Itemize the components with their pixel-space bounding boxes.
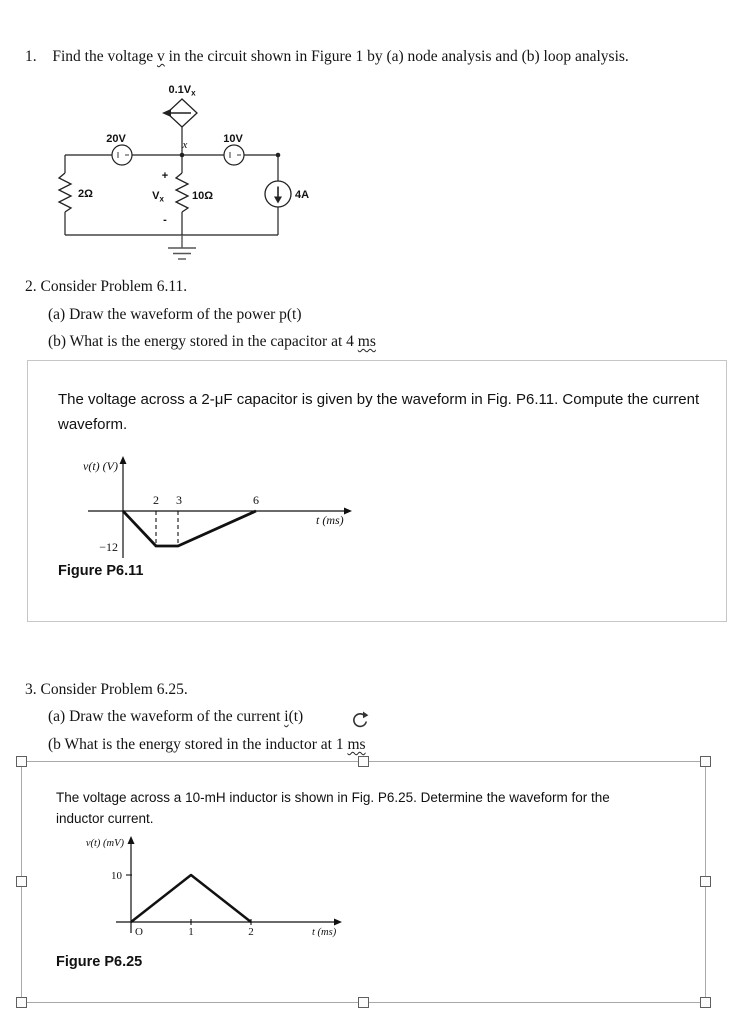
- p625-yaxis-label: v(t) (mV): [85, 838, 124, 849]
- p611-axes: [88, 461, 346, 558]
- p611-tick-2: 2: [153, 493, 159, 507]
- voltage-source-10v-label: 10V: [223, 133, 243, 145]
- p625-waveform: [131, 875, 251, 922]
- p611-dashed-guides: [156, 511, 178, 546]
- p611-yaxis-arrow: [120, 456, 127, 464]
- p611-xaxis-label: t (ms): [316, 513, 344, 527]
- figure-p625-chart: [60, 832, 400, 944]
- right-node-dot: [276, 153, 281, 158]
- p625-tick-2: 2: [248, 926, 254, 938]
- p611-tick-3: 3: [176, 493, 182, 507]
- selection-handle-middle-left[interactable]: [16, 876, 27, 887]
- problem-3-part-b-text: (b What is the energy stored in the inductor at 1: [48, 736, 348, 753]
- p611-waveform: [123, 511, 256, 546]
- selection-handle-top-left[interactable]: [16, 756, 27, 767]
- figure-p625-caption: Figure P6.25: [56, 954, 143, 970]
- vx-label: $V_x$: [152, 190, 164, 204]
- figure-p625-image[interactable]: [21, 761, 706, 1003]
- current-source-4a-icon: [265, 181, 291, 207]
- current-source-4a-label: 4A: [295, 189, 310, 201]
- problem-3-heading: 3. Consider Problem 6.25.: [25, 681, 188, 698]
- node-x-dot: [180, 153, 185, 158]
- node-x-label: x: [182, 139, 188, 151]
- p625-yaxis-arrow: [128, 836, 135, 844]
- p611-yaxis-label: v(t) (V): [83, 459, 118, 473]
- problem-3-part-b-wavy: ms: [347, 736, 366, 753]
- resistor-10ohm-label: 10Ω: [192, 190, 214, 202]
- selection-handle-bottom-middle[interactable]: [358, 997, 369, 1008]
- problem-2-part-b: [48, 333, 376, 351]
- problem-3-part-a: [48, 708, 303, 726]
- voltage-source-20v-label: 20V: [106, 133, 126, 145]
- p611-xaxis-arrow: [344, 508, 352, 515]
- problem-1-number: 1.: [25, 48, 37, 65]
- figure-p611-caption: Figure P6.11: [58, 563, 144, 579]
- problem-2-part-b-text: (b) What is the energy stored in the capacitor at 4: [48, 333, 358, 350]
- selection-handle-middle-right[interactable]: [700, 876, 711, 887]
- selection-handle-top-right[interactable]: [700, 756, 711, 767]
- p625-tick-1: 1: [188, 926, 194, 938]
- problem-2-part-a: (a) Draw the waveform of the power p(t): [48, 306, 302, 323]
- problem-3-part-b: [48, 736, 366, 754]
- resistor-2ohm-label: 2Ω: [78, 188, 93, 200]
- problem-3-part-a-after: (t): [288, 708, 304, 725]
- problem-2-heading: 2. Consider Problem 6.11.: [25, 278, 188, 295]
- figure-p611-text: The voltage across a 2-μF capacitor is given by the waveform in Fig. P6.11. Compute the current waveform.: [58, 391, 700, 433]
- p611-tick-6: 6: [253, 493, 259, 507]
- p625-axes: [116, 842, 336, 933]
- problem-3-part-a-wavy: i: [284, 708, 289, 725]
- vx-minus-sign: -: [163, 214, 167, 226]
- p625-xaxis-arrow: [334, 919, 342, 926]
- rotate-handle[interactable]: [350, 710, 370, 730]
- problem-3-part-a-text: (a) Draw the waveform of the current: [48, 708, 285, 725]
- problem-1-text-before: Find the voltage: [52, 48, 157, 65]
- circuit-wires: [65, 155, 278, 235]
- figure-p625-text: The voltage across a 10-mH inductor is shown in Fig. P6.25. Determine the waveform for the inductor current.: [56, 790, 610, 826]
- figure-p611-chart: [68, 453, 408, 568]
- selection-handle-bottom-left[interactable]: [16, 997, 27, 1008]
- problem-1-statement: [25, 48, 725, 66]
- resistor-10ohm-icon: [176, 173, 188, 212]
- ground-icon: [168, 235, 196, 259]
- selection-handle-top-middle[interactable]: [358, 756, 369, 767]
- p625-tick-marks: [126, 875, 251, 925]
- dependent-source-label: $0.1V_x$: [168, 84, 196, 98]
- dependent-source-icon: [162, 99, 197, 155]
- problem-1-text-after: in the circuit shown in Figure 1 by (a) node analysis and (b) loop analysis.: [164, 48, 629, 65]
- problem-1-wavy-v: v: [157, 48, 165, 65]
- p625-xaxis-label: t (ms): [312, 927, 337, 938]
- rotate-icon: [350, 710, 370, 730]
- circuit-figure-1[interactable]: [52, 80, 332, 280]
- resistor-2ohm-icon: [59, 173, 71, 212]
- p625-tick-10: 10: [111, 870, 122, 882]
- p611-tick-neg12: −12: [99, 540, 118, 554]
- figure-p611-image[interactable]: [27, 360, 727, 622]
- selection-handle-bottom-right[interactable]: [700, 997, 711, 1008]
- p625-tick-origin: O: [135, 926, 143, 938]
- problem-2-part-b-wavy: ms: [357, 333, 376, 350]
- vx-plus-sign: +: [161, 170, 169, 182]
